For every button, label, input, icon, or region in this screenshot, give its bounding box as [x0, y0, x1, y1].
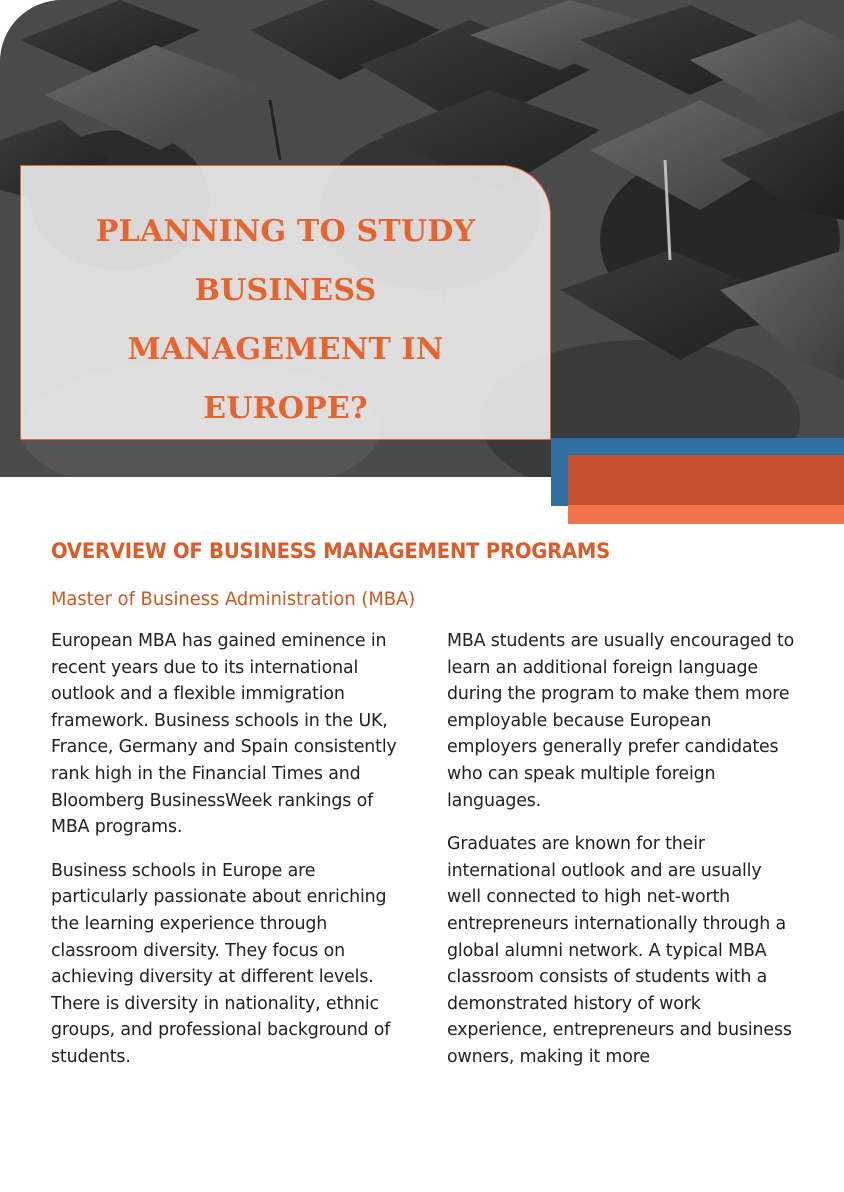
- paragraph: MBA students are usually encouraged to learn an additional foreign language during the program to make them more employable because European employers generally prefer candidates who can speak multiple foreign languages.: [447, 631, 795, 811]
- hero-title-line-2: BUSINESS: [194, 273, 377, 308]
- decorative-stripe-red: [568, 455, 844, 507]
- hero-title-line-3: MANAGEMENT IN: [127, 332, 444, 367]
- paragraph: European MBA has gained eminence in recent years due to its international outlook and a flexible immigration framework. Business schools in the UK, France, Germany and Spain consistently rank high in the Financial Times and Bloomberg BusinessWeek rankings of MBA programs.: [51, 631, 397, 838]
- section-heading: OVERVIEW OF BUSINESS MANAGEMENT PROGRAMS: [51, 539, 611, 563]
- hero-title-line-1: PLANNING TO STUDY: [95, 214, 476, 249]
- hero-title: [21, 202, 550, 438]
- left-column: [51, 628, 401, 1088]
- hero-title-line-4: EUROPE?: [203, 391, 368, 426]
- decorative-stripe-orange: [568, 505, 844, 524]
- section-subheading: Master of Business Administration (MBA): [51, 588, 416, 610]
- right-column: [447, 628, 797, 1088]
- paragraph: Business schools in Europe are particularly passionate about enriching the learning experience through classroom diversity. They focus on achieving diversity at different levels. There is diversity in nationality, ethnic groups, and professional background of students.: [51, 860, 391, 1067]
- hero-title-box: [20, 165, 551, 440]
- paragraph: Graduates are known for their international outlook and are usually well connected to high net-worth entrepreneurs internationally through a global alumni network. A typical MBA classroom consists of students with a demonstrated history of work experience, entrepreneurs and business owners, making it more: [447, 834, 792, 1067]
